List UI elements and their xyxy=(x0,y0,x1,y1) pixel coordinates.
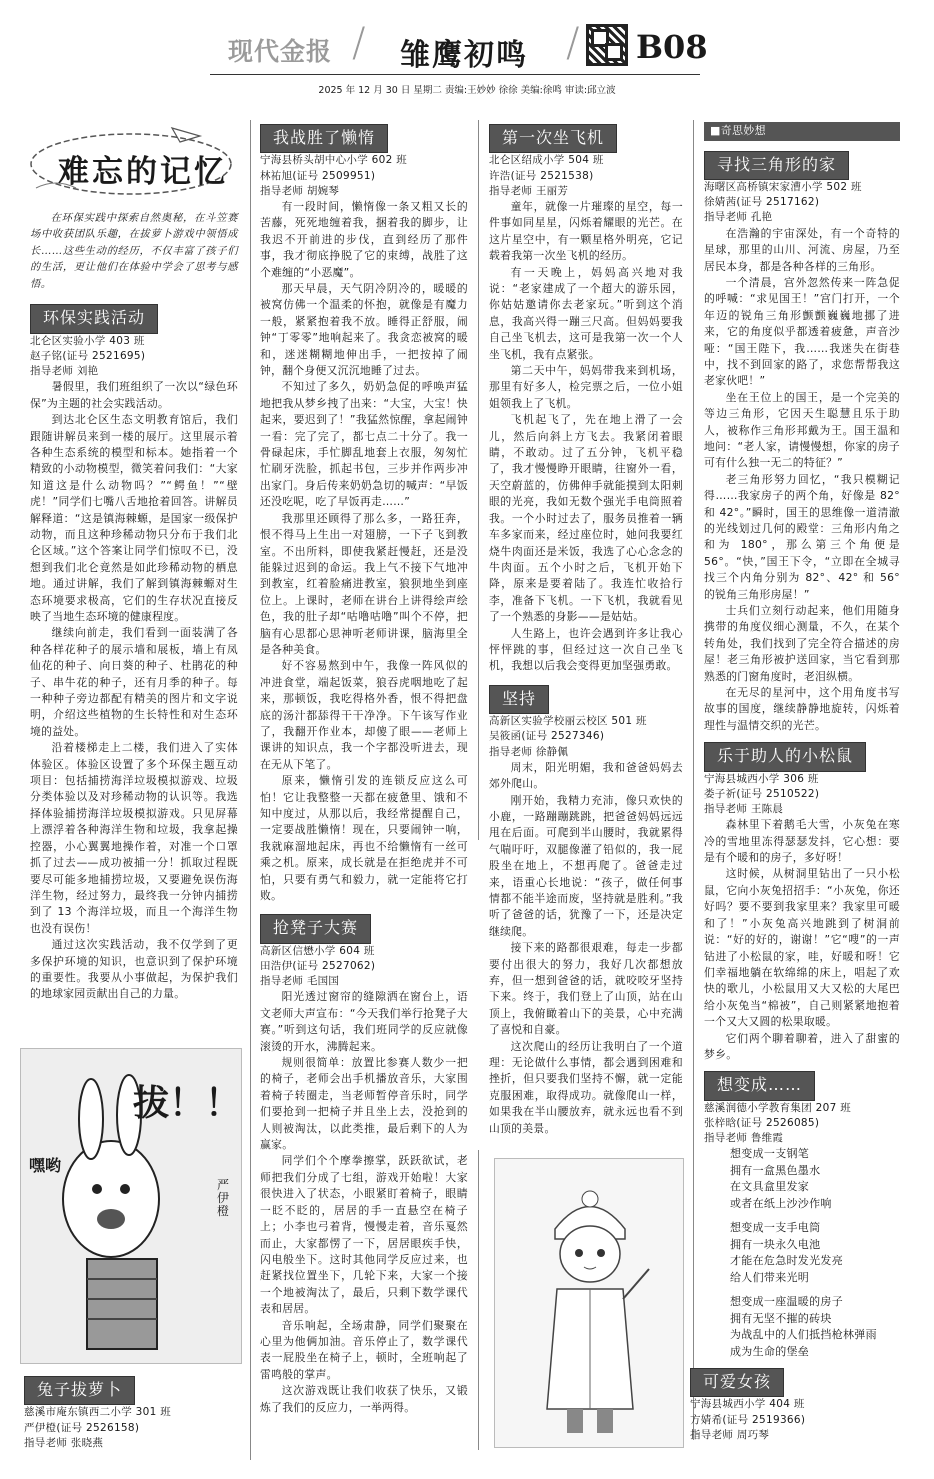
article-tag: 坚持 xyxy=(489,685,549,714)
column-divider xyxy=(478,1150,479,1450)
paragraph: 接下来的路都很艰难，每走一步都要付出很大的努力，我好几次都想放弃，但一想到爸爸的话，就咬咬牙坚持下来。终于，我们登上了山顶，站在山顶上，我俯瞰着山下的美景，心中充满了喜悦和自豪。 xyxy=(489,941,683,1037)
paragraph: 不知过了多久，奶奶急促的呼唤声猛地把我从梦乡拽了出来：“大宝，大宝！快起来，要迟到了！”我猛然惊醒，拿起闹钟一看：完了完了，都七点二十分了。我一骨碌起床，手忙脚乱地套上衣服，匆匆忙忙刷牙洗脸，抓起书包，三步并作两步冲出家门。身后传来奶奶急切的喊声：“早饭还没吃呢，吃了早饭再走……” xyxy=(260,380,468,509)
paragraph: 一个清晨，宫外忽然传来一阵急促的呼喊：“求见国王！”宫门打开，一个年迈的锐角三角形颤颤巍巍地挪了进来，它的角度似乎都透着疲惫，声音沙哑：“国王陛下，我……我迷失在街巷中，找不到回家的路了，求您帮帮我这老家伙吧！” xyxy=(704,275,900,388)
article-tag: 寻找三角形的家 xyxy=(704,151,849,180)
drawing-shout-text: 拔！！ xyxy=(133,1083,242,1124)
page-number: B08 xyxy=(636,28,708,66)
column-divider xyxy=(693,120,694,1440)
column-2 xyxy=(260,124,468,1416)
poem-line: 给人们带来光明 xyxy=(730,1270,810,1284)
school: 慈溪市庵东镇西二小学 301 班 xyxy=(24,1406,172,1419)
poem-line: 拥有无坚不摧的砖块 xyxy=(730,1311,832,1325)
column-3 xyxy=(489,124,683,1137)
paragraph: 森林里下着鹅毛大雪，小灰兔在寒冷的雪地里冻得瑟瑟发抖，它心想：要是有个暖和的房子，多好呀！ xyxy=(704,818,900,865)
poem-line: 想变成一座温暖的房子 xyxy=(730,1295,843,1309)
poem-line: 为战乱中的人们抵挡枪林弹雨 xyxy=(730,1328,877,1342)
paragraph: 在无尽的星河中，这个用角度书写故事的国度，继续静静地旋转，闪烁着理性与温情交织的光芒。 xyxy=(704,686,900,732)
drawing-caption xyxy=(24,1376,244,1451)
poem-line: 成为生命的堡垒 xyxy=(730,1344,810,1358)
section-label: ■奇思妙想 xyxy=(704,122,900,141)
teacher: 指导老师 毛国国 xyxy=(260,975,340,988)
masthead xyxy=(0,22,934,74)
divider-slash: / xyxy=(566,20,580,66)
poem-line: 想变成一支手电筒 xyxy=(730,1221,821,1235)
teacher: 指导老师 周巧琴 xyxy=(690,1428,770,1441)
column-1 xyxy=(30,210,238,1003)
poem-stanza xyxy=(730,1220,900,1286)
article-tag: 兔子拔萝卜 xyxy=(24,1376,135,1405)
author: 张梓晗(证号 2526085) xyxy=(704,1116,820,1129)
article-tag: 环保实践活动 xyxy=(30,304,158,333)
teacher: 指导老师 鲁维霞 xyxy=(704,1132,784,1145)
paragraph: 这次爬山的经历让我明白了一个道理：无论做什么事情，都会遇到困难和挫折，但只要我们坚持不懈，就一定能克服困难，取得成功。就像爬山一样，如果我在半山腰放弃，就永远也看不到山顶的美景。 xyxy=(489,1039,683,1135)
paragraph: 规则很简单：放置比参赛人数少一把的椅子，老师会出手机播放音乐，大家围着椅子转圈走，当老师暂停音乐时，同学们要抢到一把椅子并且坐上去，没抢到的人则被淘汰，以此类推，最后剩下的人为赢家。 xyxy=(260,1056,468,1152)
school: 宁海县桥头胡中心小学 602 班 xyxy=(260,154,408,167)
teacher: 指导老师 孔艳 xyxy=(704,211,773,224)
teacher: 指导老师 刘艳 xyxy=(30,365,99,378)
paragraph: 老三角形努力回忆，“我只模糊记得……我家房子的两个角，好像是 82° 和 42°。”瞬时，国王的思维像一道清澈的光线划过几何的殿堂：三角形内角之和为 180°，那么第三个角便是 56°。“快，”国王下令，“立即在全城寻找三个内角分别为 82°、42° 和 56° 的锐角三角形房屋！” xyxy=(704,472,900,601)
author: 赵子铭(证号 2521695) xyxy=(30,349,146,362)
paragraph: 音乐响起，全场肃静，同学们聚聚在心里为他俩加油。音乐停止了，数学课代表一屁股坐在椅子上，顿时，全班响起了雷鸣般的掌声。 xyxy=(260,1318,468,1381)
paragraph: 童年，就像一片璀璨的星空，每一件事如同星星，闪烁着耀眼的光芒。在这片星空中，有一颗星格外明亮，它记载着我第一次坐飞机的经历。 xyxy=(489,199,683,263)
paragraph: 通过这次实践活动，我不仅学到了更多保护环境的知识，也意识到了保护环境的重要性。我要从小事做起，为保护我们的地球家园贡献出自己的力量。 xyxy=(30,938,238,1001)
author: 吴筱函(证号 2527346) xyxy=(489,730,605,743)
paragraph: 暑假里，我们班组织了一次以“绿色环保”为主题的社会实践活动。 xyxy=(30,380,238,410)
teacher: 指导老师 张晓燕 xyxy=(24,1436,104,1449)
dateline: 2025 年 12 月 30 日 星期二 责编:王妙妙 徐徐 美编:徐鸣 审读:邱立波 xyxy=(318,85,616,96)
author: 方婧希(证号 2519366) xyxy=(690,1413,806,1426)
paragraph: 我那里还顾得了那么多，一路狂奔，恨不得马上生出一对翅膀，一下子飞到教室。不出所料，即使我紧赶慢赶，还是没能躲过迟到的命运。我上气不接下气地冲到教室，红着脸痛进教室，狼狈地坐到座位上。上课时，老师在讲台上讲得绘声绘色，我的肚子却“咕噜咕噜”叫个不停，把脑有心思都心思神听老师讲课，脑海里全是各种美食。 xyxy=(260,511,468,656)
school: 高新区信懋小学 604 班 xyxy=(260,944,375,957)
qr-code-icon xyxy=(586,24,628,66)
divider-slash: / xyxy=(352,20,366,66)
author: 林祐旭(证号 2509951) xyxy=(260,169,376,182)
teacher: 指导老师 胡婉琴 xyxy=(260,184,340,197)
paragraph: 飞机起飞了，先在地上滑了一会儿，然后向斜上方飞去。我紧闭着眼睛，不敢动。过了五分钟，飞机平稳了，我才慢慢睁开眼睛，往窗外一看，天空蔚蓝的，仿佛伸手就能摸到太阳刺眼的光亮，我如无数个强光手电筒照着我。一个小时过去了，服务员推着一辆车多家而来，经过座位时，她问我要红烧牛肉面还是米饭，我选了心心念念的牛肉面。五个小时之后，飞机开始下降，原来是要着陆了。我连忙收拾行李，准备下飞机。一下飞机，我就看见了一个熟悉的身影——是姑姑。 xyxy=(489,413,683,624)
poem-line: 拥有一块永久电池 xyxy=(730,1237,821,1251)
paragraph: 它们两个聊着聊着，进入了甜蜜的梦乡。 xyxy=(704,1031,900,1061)
paragraph: 刚开始，我精力充沛，像只欢快的小鹿，一路蹦蹦跳跳，把爸爸妈妈远远甩在后面。可爬到半山腰时，我就累得气喘吁吁，双腿像灌了铅似的，我一屁股坐在地上，不想再爬了。爸爸走过来，语重心长地说：“孩子，做任何事情都不能半途而废，坚持就是胜利。”我听了爸爸的话，犹豫了一下，还是决定继续爬。 xyxy=(489,793,683,938)
poem-line: 拥有一盒黑色墨水 xyxy=(730,1163,821,1177)
paragraph: 坐在王位上的国王，是一个完美的等边三角形，它因天生聪慧且乐于助人，被称作三角形邦戴为王。国王温和地问：“老人家，请慢慢想，你家的房子可有什么独一无二的特征？” xyxy=(704,390,900,470)
paragraph: 那天早晨，天气阴冷阴冷的，暖暖的被窝仿佛一个温柔的怀抱，就像是有魔力一般，紧紧抱着我不放。睡得正舒服，闹钟“丁零零”地响起来了。我贪恋被窝的暖和，迷迷糊糊地伸出手，一把按掉了闹钟，翻个身便又沉沉地睡了过去。 xyxy=(260,282,468,378)
article-tag: 抢凳子大赛 xyxy=(260,914,371,943)
teacher: 指导老师 徐静佩 xyxy=(489,745,569,758)
artist-signature: 严伊橙 xyxy=(217,1178,230,1219)
paragraph: 继续向前走，我们看到一面装满了各种各样花种子的展示墙和展板，墙上有凤仙花的种子、向日葵的种子、杜鹃花的种子、串牛花的种子，还有月季的种子。每一种种子旁边都配有精美的图片和文字说明，介绍这些植物的生长特性和对生态环境的益处。 xyxy=(30,626,238,738)
school: 北仑区绍成小学 504 班 xyxy=(489,154,604,167)
teacher: 指导老师 王丽芳 xyxy=(489,184,569,197)
poem-line: 在文具盒里发家 xyxy=(730,1180,810,1194)
column-4 xyxy=(704,122,900,1360)
feature-intro: 在环保实践中探索自然奥秘，在斗笠赛场中收获团队乐趣，在拔萝卜游戏中领悟成长……这些生动的经历，不仅丰富了孩子们的生活，更让他们在体验中学会了思考与感悟。 xyxy=(30,212,238,290)
paragraph: 第二天中午，妈妈带我来到机场，那里有好多人，检完票之后，一位小姐姐领我上了飞机。 xyxy=(489,364,683,410)
girl-icon xyxy=(495,1159,684,1448)
article-tag: 可爱女孩 xyxy=(690,1368,784,1397)
paragraph: 人生路上，也许会遇到许多让我心怦怦跳的事，但经过这一次自己坐飞机，我想以后我会变得更加坚强勇敢。 xyxy=(489,626,683,673)
drawing-caption xyxy=(690,1368,890,1443)
paragraph: 同学们个个摩拳擦掌，跃跃欲试，老师把我们分成了七组，游戏开始啦！大家很快进入了状态，小眼紧盯着椅子，眼睛一眨不眨的，居居的手一直悬空在椅子上；小李也弓着背，慢慢走着，音乐戛然而止，大家都愣了一下，居居眼疾手快，闪电般坐下。这时其他同学反应过来，也赶紧找位置坐下，几轮下来，大家一个接一个地被淘汰了，最后，只剩下数学课代表和居居。 xyxy=(260,1154,468,1316)
poem-line: 或者在纸上沙沙作响 xyxy=(730,1196,832,1210)
author: 田浩伊(证号 2527062) xyxy=(260,959,376,972)
article-tag: 第一次坐飞机 xyxy=(489,124,617,153)
section-title: 雏鹰初鸣 xyxy=(400,38,528,73)
paragraph: 士兵们立刻行动起来，他们用随身携带的角度仪细心测量，不久，在某个转角处，我们找到了完全符合描述的房屋！老三角形被护送回家，当它看到那熟悉的门窗角度时，老泪纵横。 xyxy=(704,604,900,683)
school: 高新区实验学校丽云校区 501 班 xyxy=(489,715,647,728)
poem-line: 想变成一支钢笔 xyxy=(730,1147,810,1161)
paragraph: 阳光透过窗帘的缝隙洒在窗台上，语文老师大声宣布：“今天我们举行抢凳子大赛。”听到这句话，我们班同学的反应就像滚烫的开水，沸腾起来。 xyxy=(260,990,468,1053)
paragraph: 到达北仑区生态文明教育馆后，我们跟随讲解员来到一楼的展厅。这里展示着各种生态系统的模型和标本。她指着一个精致的小动物模型，微笑着问我们：“大家知道这是什么动物吗？”“鳄鱼！”“壁虎！”同学们七嘴八舌地抢着回答。讲解员解释道：“这是镇海棘螈，是国家一级保护动物，而且这种珍稀动物只分布于我们北仑区域。”这个答案让同学们惊叹不已，没想到我们北仑竟然是如此珍稀动物的栖息地。通过讲解，我们了解到镇海棘螈对生态环境要求极高，它们的生存状况直接反映了当地生态环境的健康程度。 xyxy=(30,413,238,623)
column-divider xyxy=(478,120,479,840)
paragraph: 原来，懒惰引发的连锁反应这么可怕！它让我整整一天都在疲惫里、饿和不知中度过，从那以后，我经常提醒自己，一定要战胜懒惰！现在，只要闹钟一响，我就麻溜地起床，再也不给懒惰有一丝可乘之机。原来，成长就是在拒绝虎并不可怕，只要有勇气和毅力，就一定能将它打败。 xyxy=(260,774,468,903)
rabbit-drawing xyxy=(20,1048,242,1364)
feature-title: 难忘的记忆 xyxy=(58,154,228,190)
article-tag: 想变成…… xyxy=(704,1071,815,1100)
school: 宁海县城西小学 404 班 xyxy=(690,1398,805,1411)
column-divider xyxy=(250,120,251,1460)
school: 宁海县城西小学 306 班 xyxy=(704,772,819,785)
newspaper-brand: 现代金报 xyxy=(228,37,333,66)
author: 许浩(证号 2521538) xyxy=(489,169,594,182)
teacher: 指导老师 王陈晨 xyxy=(704,803,784,816)
paragraph: 这次游戏既让我们收获了快乐，又锻炼了我们的反应力，一举两得。 xyxy=(260,1384,468,1414)
poem-line: 才能在危急时发光发亮 xyxy=(730,1254,843,1268)
school: 海曙区高桥镇宋家漕小学 502 班 xyxy=(704,181,862,194)
paragraph: 有一段时间，懒惰像一条又粗又长的苦藤，死死地缠着我，捆着我的脚步，让我迟不开前进的步伐，直到经历了那件事，我才彻底挣脱了它的束缚，战胜了这个难缠的“小恶魔”。 xyxy=(260,199,468,279)
paragraph: 在浩瀚的宇宙深处，有一个奇特的星球，那里的山川、河流、房屋，乃至居民本身，都是各种各样的三角形。 xyxy=(704,226,900,273)
school: 慈溪润德小学教育集团 207 班 xyxy=(704,1101,852,1114)
feature-title-art xyxy=(22,118,240,202)
poem-stanza xyxy=(730,1146,900,1212)
author: 严伊橙(证号 2526158) xyxy=(24,1421,140,1434)
article-tag: 我战胜了懒惰 xyxy=(260,124,388,153)
poem-stanza xyxy=(730,1294,900,1360)
header-rule xyxy=(210,74,700,75)
girl-drawing xyxy=(494,1158,684,1448)
author: 娄子祈(证号 2510522) xyxy=(704,787,820,800)
paragraph: 周末，阳光明媚，我和爸爸妈妈去郊外爬山。 xyxy=(489,760,683,791)
school: 北仑区实验小学 403 班 xyxy=(30,334,145,347)
author: 徐婧茜(证号 2517162) xyxy=(704,196,820,209)
drawing-sub-text: 嘿哟 xyxy=(29,1156,62,1175)
article-tag: 乐于助人的小松鼠 xyxy=(704,742,866,771)
paragraph: 沿着楼梯走上二楼，我们进入了实体体验区。体验区设置了多个环保主题互动项目：包括捕捞海洋垃圾模拟游戏、垃圾分类体验以及对珍稀动物的认识等。我选择体验捕捞海洋垃圾模拟游戏。只见屏幕上漂浮着各种海洋生物和垃圾，我拿起操控器，小心翼翼地操作着，对准一个口罩抓了过去——成功被捕一分！抓取过程既要尽可能多地捕捞垃圾，又要避免误伤海洋生物，经过努力，最终我一分钟内捕捞到了 13 个海洋垃圾，而且一个海洋生物也没有误伤！ xyxy=(30,741,238,935)
paragraph: 有一天晚上，妈妈高兴地对我说：“老家建成了一个超大的游乐园，你姑姑邀请你去老家玩。”听到这个消息，我高兴得一蹦三尺高。但妈妈要我自己坐飞机去，这可是我第一次一个人坐飞机，我有点紧张。 xyxy=(489,265,683,361)
paragraph: 好不容易熬到中午，我像一阵风似的冲进食堂，端起饭菜，狼吞虎咽地吃了起来，那顿饭，我吃得格外香，恨不得把盘底的汤汁都舔得干干净净。下午该写作业了，我翻开作业本，却傻了眼——老师上课讲的知识点，我一个字都没听进去，现在无从下笔了。 xyxy=(260,659,468,771)
paragraph: 这时候，从树洞里钻出了一只小松鼠，它向小灰兔招招手：“小灰兔，你还好吗？要不要到我家里来？我家里可暖和了！”小灰兔高兴地跳到了树洞前说：“好的好的，谢谢！”它“嗖”的一声钻进了小松鼠的家，哇，好暖和呀！它们幸福地躺在软绵绵的床上，唱起了欢快的歌儿，小松鼠用又大又松的大尾巴给小灰兔当“棉被”，自己则紧紧地抱着一个又大又圆的松果取暖。 xyxy=(704,867,900,1029)
